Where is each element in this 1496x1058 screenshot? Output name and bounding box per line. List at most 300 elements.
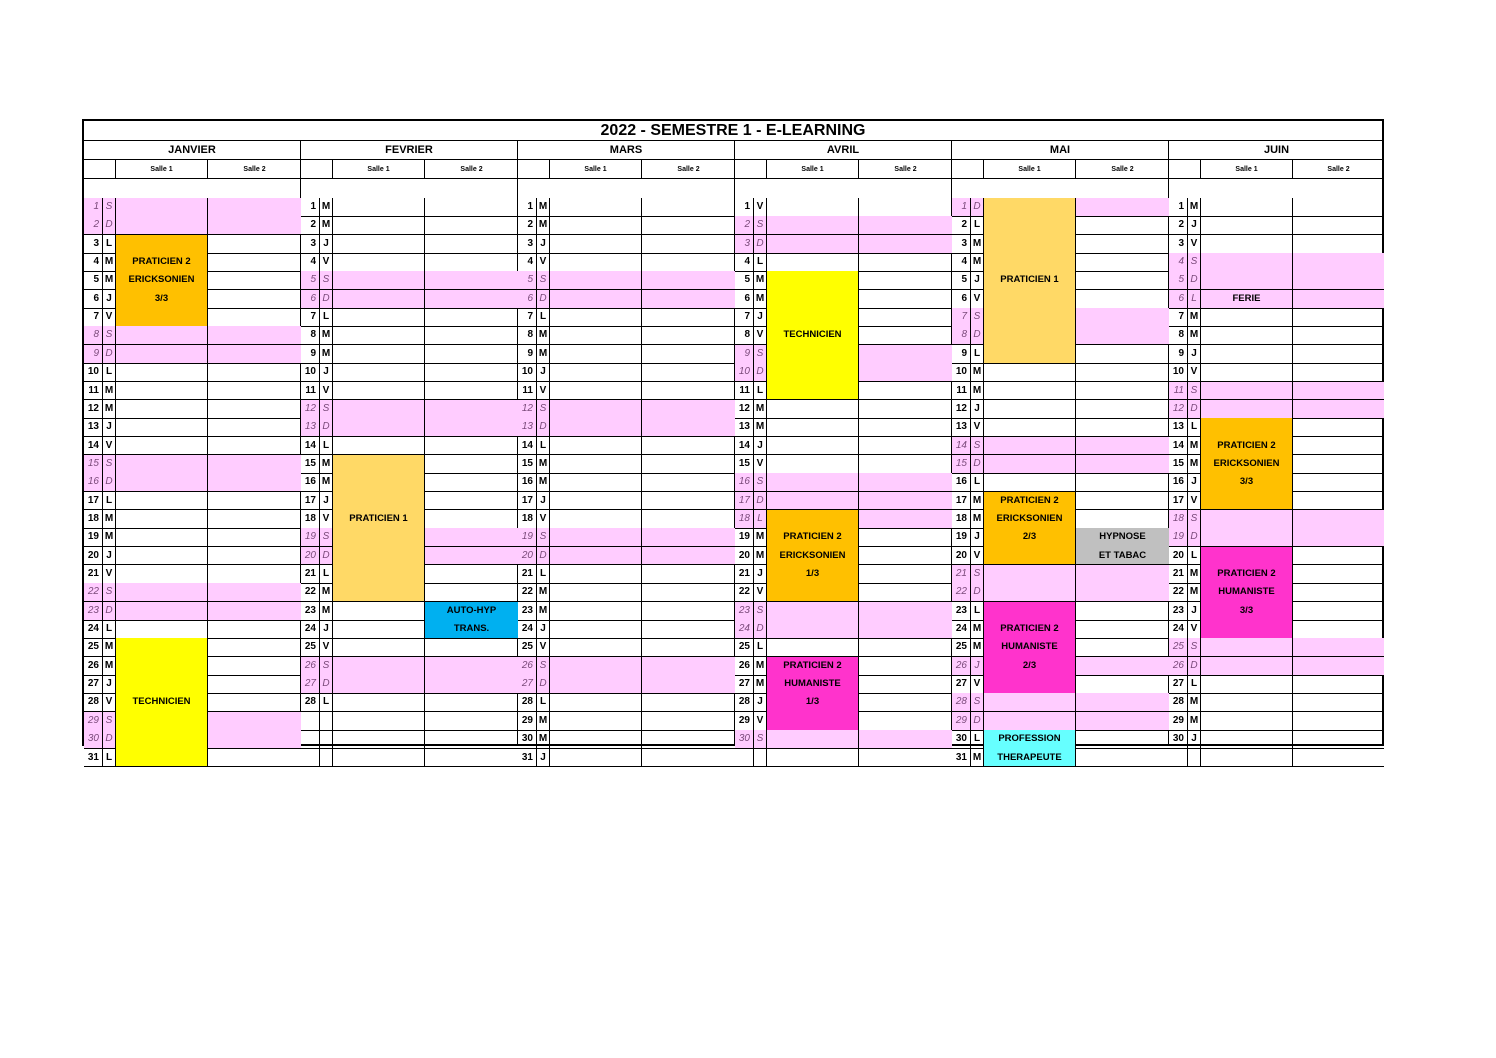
day-number: 1 [518,198,537,217]
event-label: HUMANISTE [984,638,1076,657]
salle-2-cell [1076,216,1169,235]
salle-2-cell [1076,730,1169,749]
day-letter: L [971,730,984,749]
salle-2-cell [859,400,952,419]
salle-1-cell [333,198,425,217]
day-letter: M [1188,693,1201,712]
day-letter: V [971,418,984,437]
salle-1-cell [333,583,425,602]
day-number: 18 [952,510,971,529]
day-letter: M [103,253,116,272]
day-number: 2 [518,216,537,235]
salle-2-cell [1293,730,1384,749]
day-letter: J [537,620,550,639]
day-letter: S [103,583,116,602]
day-letter: D [754,492,767,511]
salle-1-cell [1201,730,1293,749]
day-letter: M [103,510,116,529]
day-letter: M [971,749,984,768]
salle-2-cell [642,455,735,474]
day-letter: D [320,290,333,309]
day-number: 5 [518,271,537,290]
salle-2-cell [1076,638,1169,657]
day-letter: J [103,675,116,694]
day-number: 28 [1169,693,1188,712]
salle-2-cell [859,216,952,235]
salle-2-cell [1293,693,1384,712]
day-number [301,712,320,731]
salle-1-cell [333,528,425,547]
salle-2-cell [1076,235,1169,254]
day-number: 4 [1169,253,1188,272]
salle-1-cell [116,510,208,529]
day-number: 7 [952,308,971,327]
salle-2-cell [1076,620,1169,639]
salle-2-cell [859,455,952,474]
salle-2-cell [208,271,301,290]
salle-1-cell [984,583,1076,602]
day-number: 12 [84,400,103,419]
day-number: 11 [84,382,103,401]
salle-1-cell [550,473,642,492]
salle-2-cell [859,437,952,456]
salle-1-cell [984,565,1076,584]
salle-1-cell [984,473,1076,492]
salle-1-cell [333,253,425,272]
day-number: 18 [301,510,320,529]
salle-1-cell [1201,345,1293,364]
salle-1-cell [1201,253,1293,272]
day-number: 17 [84,492,103,511]
day-letter: M [537,583,550,602]
salle-1-cell [333,492,425,511]
day-number [1169,749,1188,768]
day-number: 17 [301,492,320,511]
salle-1-cell [116,473,208,492]
day-number: 19 [84,528,103,547]
day-number: 22 [735,583,754,602]
salle-1-cell [550,235,642,254]
salle-1-cell [1201,326,1293,345]
day-number: 27 [84,675,103,694]
salle-2-cell [642,565,735,584]
salle-2-cell [642,198,735,217]
day-letter: V [754,712,767,731]
day-number: 21 [1169,565,1188,584]
day-number: 13 [735,418,754,437]
salle-1-cell [550,455,642,474]
month-mars [518,141,735,763]
salle-1-cell [1201,693,1293,712]
header-salle-2: Salle 2 [642,160,735,179]
header-salle-1: Salle 1 [116,160,208,179]
day-number: 28 [301,693,320,712]
salle-2-cell [859,271,952,290]
salle-2-cell [1293,547,1384,566]
day-number: 3 [84,235,103,254]
salle-1-cell [767,308,859,327]
salle-1-cell [333,345,425,364]
day-number: 20 [952,547,971,566]
day-letter: M [971,492,984,511]
day-letter: D [1188,271,1201,290]
salle-1-cell [1201,382,1293,401]
salle-2-cell [642,326,735,345]
salle-1-cell [116,528,208,547]
day-number: 10 [952,363,971,382]
day-letter: M [320,455,333,474]
day-letter: D [971,583,984,602]
salle-2-cell [425,345,518,364]
day-number: 25 [1169,638,1188,657]
salle-2-cell [1076,363,1169,382]
day-number: 29 [84,712,103,731]
day-number: 13 [518,418,537,437]
day-number: 14 [952,437,971,456]
day-letter: J [320,492,333,511]
salle-1-cell [767,602,859,621]
salle-2-cell [859,620,952,639]
salle-2-cell [208,492,301,511]
salle-1-cell [984,216,1076,235]
month-name: FEVRIER [301,141,517,160]
day-letter: J [754,308,767,327]
day-letter: M [537,712,550,731]
salle-1-cell [333,638,425,657]
day-letter: M [1188,565,1201,584]
day-number: 1 [735,198,754,217]
day-letter: J [320,620,333,639]
event-label: 1/3 [767,693,859,712]
day-letter: D [754,363,767,382]
day-letter: J [320,235,333,254]
day-number: 26 [84,657,103,676]
day-letter: L [537,565,550,584]
day-letter: D [537,675,550,694]
salle-2-cell [859,675,952,694]
salle-2-cell [208,290,301,309]
salle-2-cell [208,308,301,327]
day-letter: M [754,418,767,437]
salle-1-cell [767,473,859,492]
salle-2-cell [1293,492,1384,511]
salle-1-cell [767,510,859,529]
day-number: 7 [518,308,537,327]
day-letter: J [537,492,550,511]
event-label: PRATICIEN 1 [333,510,425,529]
day-letter: J [971,271,984,290]
event-label: TECHNICIEN [116,693,208,712]
salle-1-cell [1201,547,1293,566]
day-number: 10 [735,363,754,382]
day-number: 19 [952,528,971,547]
salle-2-cell [425,253,518,272]
salle-2-cell [425,400,518,419]
day-number: 13 [1169,418,1188,437]
day-number: 22 [84,583,103,602]
day-number: 29 [518,712,537,731]
salle-1-cell [767,363,859,382]
event-label: FERIE [1201,290,1293,309]
day-number: 16 [518,473,537,492]
day-letter: M [537,602,550,621]
day-number: 11 [952,382,971,401]
day-number: 25 [735,638,754,657]
day-letter: M [103,657,116,676]
salle-1-cell [767,638,859,657]
event-label: PRATICIEN 2 [767,528,859,547]
day-letter: M [1188,583,1201,602]
salle-2-cell [1076,473,1169,492]
salle-1-cell [333,235,425,254]
day-letter: S [537,271,550,290]
salle-1-cell [550,510,642,529]
day-letter: M [1188,455,1201,474]
salle-2-cell [1076,253,1169,272]
salle-2-cell [1293,583,1384,602]
day-number: 6 [952,290,971,309]
event-label: PRATICIEN 2 [984,620,1076,639]
salle-1-cell [767,216,859,235]
header-day [1169,160,1201,179]
salle-2-cell [1293,400,1384,419]
day-letter: S [320,400,333,419]
day-number: 31 [952,749,971,768]
salle-2-cell [1076,583,1169,602]
day-letter: M [103,528,116,547]
day-number: 21 [735,565,754,584]
salle-2-cell [208,345,301,364]
day-number: 1 [84,198,103,217]
salle-2-cell [1076,290,1169,309]
salle-1-cell [767,455,859,474]
day-number: 14 [84,437,103,456]
day-number: 29 [1169,712,1188,731]
day-letter: V [320,382,333,401]
salle-2-cell [859,473,952,492]
day-letter: S [320,271,333,290]
day-number: 22 [518,583,537,602]
day-number: 30 [518,730,537,749]
day-letter: V [537,510,550,529]
day-letter: M [537,345,550,364]
event-label: ERICKSONIEN [767,547,859,566]
salle-2-cell [208,326,301,345]
salle-1-cell [333,326,425,345]
day-letter: L [971,345,984,364]
salle-2-cell [859,418,952,437]
day-number: 10 [1169,363,1188,382]
salle-1-cell [1201,657,1293,676]
day-number: 8 [84,326,103,345]
salle-1-cell [333,602,425,621]
day-number: 21 [952,565,971,584]
day-number: 20 [1169,547,1188,566]
day-number: 23 [1169,602,1188,621]
salle-2-cell [642,749,735,768]
day-letter: L [754,638,767,657]
salle-1-cell [333,473,425,492]
calendar-title: 2022 - SEMESTRE 1 - E-LEARNING [84,121,1382,141]
day-number: 27 [518,675,537,694]
salle-2-cell [208,455,301,474]
salle-1-cell [116,492,208,511]
salle-2-cell [1293,326,1384,345]
salle-2-cell [208,675,301,694]
salle-1-cell [550,620,642,639]
salle-1-cell [984,455,1076,474]
day-letter: S [1188,638,1201,657]
salle-1-cell [1201,620,1293,639]
day-number: 27 [1169,675,1188,694]
month-fevrier [301,141,518,746]
header-salle-2: Salle 2 [1076,160,1169,179]
day-number: 5 [952,271,971,290]
salle-2-cell [425,326,518,345]
day-letter: M [1188,712,1201,731]
day-letter: L [754,253,767,272]
day-number: 6 [1169,290,1188,309]
salle-2-cell [1076,308,1169,327]
day-letter: D [971,455,984,474]
salle-2-cell [425,565,518,584]
day-letter: M [754,271,767,290]
salle-2-cell [642,602,735,621]
event-label: 1/3 [767,565,859,584]
day-number: 17 [952,492,971,511]
day-letter: M [971,620,984,639]
salle-1-cell [116,418,208,437]
day-letter: J [971,657,984,676]
salle-1-cell [984,418,1076,437]
salle-2-cell [208,620,301,639]
salle-1-cell [1201,308,1293,327]
day-number: 25 [84,638,103,657]
month-name: MAI [952,141,1168,160]
salle-2-cell [859,712,952,731]
day-number: 28 [84,693,103,712]
day-number [301,749,320,768]
day-number: 7 [84,308,103,327]
salle-2-cell [1293,437,1384,456]
day-letter: M [754,400,767,419]
day-letter: M [537,216,550,235]
day-letter: M [754,657,767,676]
salle-2-cell [425,730,518,749]
salle-2-cell [1076,602,1169,621]
salle-2-cell [425,712,518,731]
day-letter: M [754,675,767,694]
day-letter: M [320,473,333,492]
day-letter: J [754,565,767,584]
event-label: PRATICIEN 1 [984,271,1076,290]
day-number: 26 [518,657,537,676]
day-number: 9 [84,345,103,364]
day-letter [754,749,767,768]
day-letter: D [320,675,333,694]
salle-1-cell [767,253,859,272]
day-number: 27 [301,675,320,694]
salle-1-cell [984,198,1076,217]
day-number: 22 [301,583,320,602]
salle-2-cell [425,547,518,566]
day-number: 5 [735,271,754,290]
salle-1-cell [333,290,425,309]
salle-1-cell [984,712,1076,731]
day-letter: J [103,290,116,309]
day-number: 5 [84,271,103,290]
salle-2-cell [1293,712,1384,731]
salle-1-cell [1201,418,1293,437]
day-letter: L [103,235,116,254]
day-letter: M [1188,308,1201,327]
salle-1-cell [333,271,425,290]
day-letter: L [103,363,116,382]
day-letter: M [103,271,116,290]
day-number: 4 [735,253,754,272]
day-number: 12 [301,400,320,419]
salle-1-cell [1201,271,1293,290]
salle-2-cell [1076,693,1169,712]
salle-2-cell [859,730,952,749]
salle-2-cell [859,749,952,768]
salle-2-cell [859,510,952,529]
salle-1-cell [116,326,208,345]
salle-1-cell [984,308,1076,327]
salle-1-cell [550,492,642,511]
day-number: 7 [735,308,754,327]
header-day [735,160,767,179]
day-letter: S [320,528,333,547]
salle-1-cell [550,693,642,712]
salle-1-cell [1201,528,1293,547]
salle-1-cell [984,602,1076,621]
month-name: MARS [518,141,734,160]
day-number: 23 [84,602,103,621]
salle-1-cell [550,638,642,657]
salle-1-cell [1201,216,1293,235]
salle-1-cell [984,693,1076,712]
salle-2-cell [425,638,518,657]
salle-2-cell [642,547,735,566]
day-number: 2 [84,216,103,235]
salle-2-cell [642,382,735,401]
day-number: 12 [952,400,971,419]
day-number: 22 [1169,583,1188,602]
day-number: 5 [301,271,320,290]
day-number: 11 [518,382,537,401]
day-number: 16 [952,473,971,492]
salle-2-cell [1293,510,1384,529]
day-letter: V [320,638,333,657]
salle-1-cell [550,657,642,676]
salle-2-cell [425,437,518,456]
salle-1-cell [767,382,859,401]
salle-1-cell [116,547,208,566]
salle-2-cell [642,693,735,712]
salle-2-cell [208,693,301,712]
day-number: 18 [84,510,103,529]
day-letter: V [754,455,767,474]
day-letter: M [320,198,333,217]
salle-2-cell [208,216,301,235]
salle-2-cell [859,235,952,254]
header-salle-2: Salle 2 [425,160,518,179]
salle-1-cell [116,657,208,676]
month-name: JANVIER [84,141,300,160]
day-number: 25 [518,638,537,657]
day-letter: S [537,400,550,419]
